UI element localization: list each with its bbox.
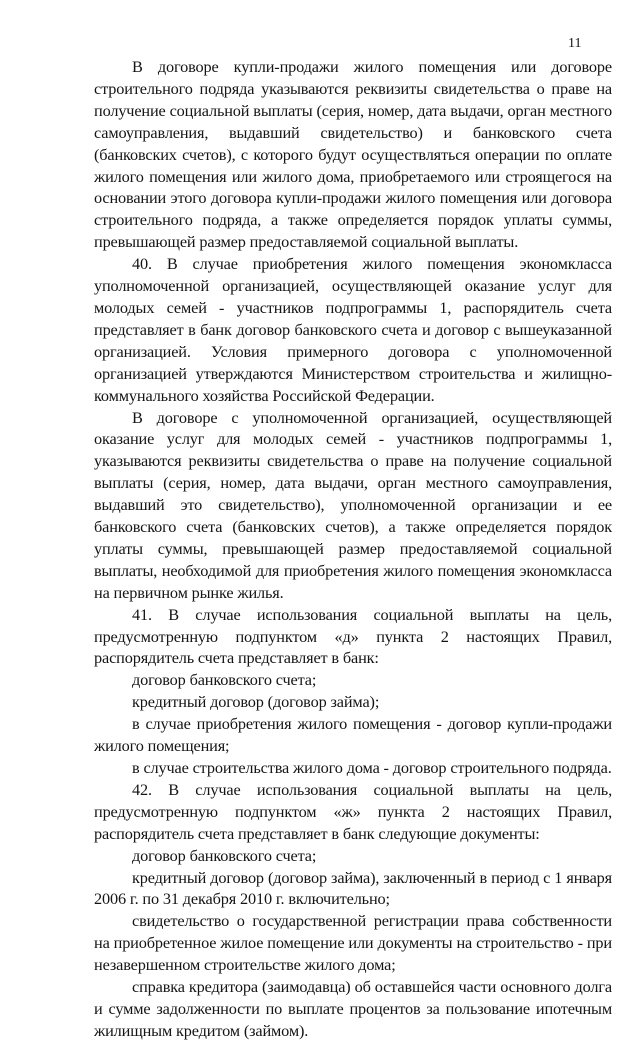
paragraph-41: 41. В случае использования социальной выплаты на цель, предусмотренную подпунктом «д» пункта 2 настоящих Правил, распорядитель счета представляет в банк: (94, 604, 612, 668)
list-item: свидетельство о государственной регистрации права собственности на приобретенное жилое помещение или документы на строительство - при незавершенном строительстве жилого дома; (94, 911, 612, 975)
paragraph-contract-requisites: В договоре купли-продажи жилого помещения или договоре строительного подряда указываются реквизиты свидетельства о праве на получение социальной выплаты (серия, номер, дата выдачи, орган местного самоуправления, выдавший свидетельство) и банковского счета (банковских счетов), с которого будут осуществляться операции по оплате жилого помещения или жилого дома, приобретаемого или строящегося на основании этого договора купли-продажи жилого помещения или договора строительного подряда, а также определяется порядок уплаты суммы, превышающей размер предоставляемой социальной выплаты. (94, 57, 612, 252)
list-item: кредитный договор (договор займа), заключенный в период с 1 января 2006 г. по 31 декабря 2010 г. включительно; (94, 867, 612, 909)
list-item: договор банковского счета; (132, 670, 317, 690)
list-item: в случае строительства жилого дома - договор строительного подряда. (132, 758, 612, 777)
list-item: в случае приобретения жилого помещения - договор купли-продажи жилого помещения; (94, 714, 612, 756)
page-number: 11 (568, 36, 582, 51)
document-body (94, 56, 612, 1042)
list-item: договор банковского счета; (132, 845, 317, 865)
list-item: кредитный договор (договор займа); (132, 692, 380, 712)
list-item: справка кредитора (заимодавца) об оставшейся части основного долга и сумме задолженности по выплате процентов за пользование ипотечным жилищным кредитом (займом). (94, 977, 612, 1040)
paragraph-authorized-org-contract: В договоре с уполномоченной организацией, осуществляющей оказание услуг для молодых семей - участников подпрограммы 1, указываются реквизиты свидетельства о праве на получение социальной выплаты (серия, номер, дата выдачи, орган местного самоуправления, выдавший это свидетельство), уполномоченной организации и ее банковского счета (банковских счетов), а также определяется порядок уплаты суммы, превышающей размер предоставляемой социальной выплаты, необходимой для приобретения жилого помещения экономкласса на первичном рынке жилья. (94, 407, 612, 602)
paragraph-42: 42. В случае использования социальной выплаты на цель, предусмотренную подпунктом «ж» пункта 2 настоящих Правил, распорядитель счета представляет в банк следующие документы: (94, 779, 612, 843)
paragraph-40: 40. В случае приобретения жилого помещения экономкласса уполномоченной организацией, осуществляющей оказание услуг для молодых семей - участников подпрограммы 1, распорядитель счета представляет в банк договор банковского счета и договор с вышеуказанной организацией. Условия примерного договора с уполномоченной организацией утверждаются Министерством строительства и жилищно-коммунального хозяйства Российской Федерации. (94, 254, 612, 405)
